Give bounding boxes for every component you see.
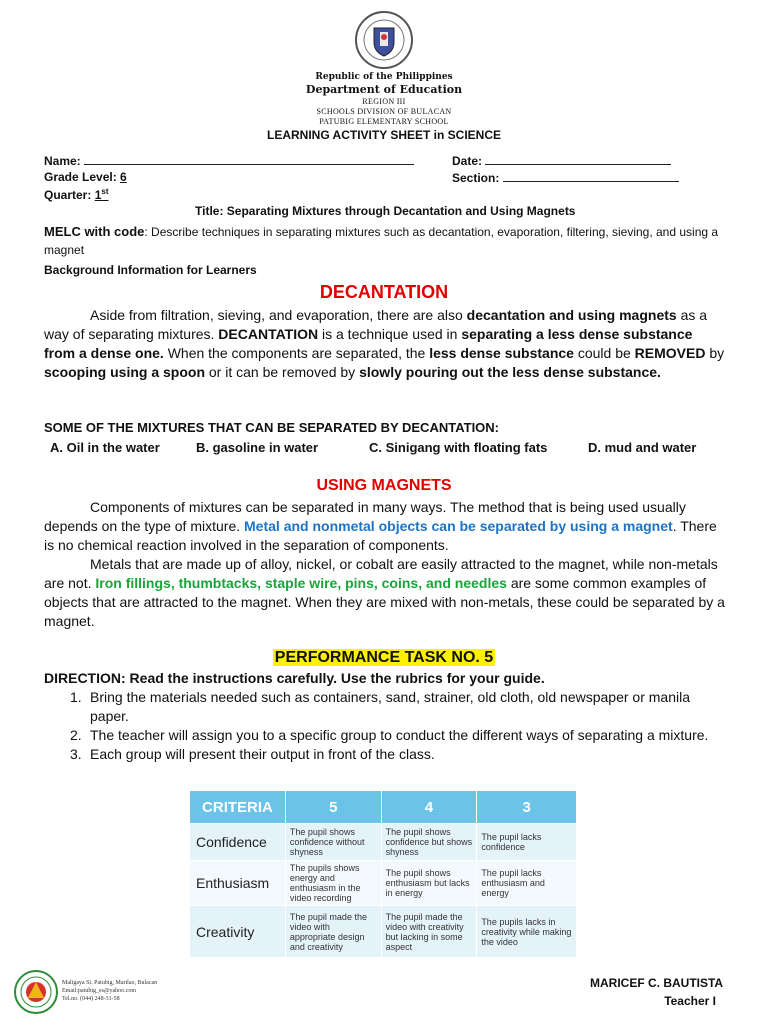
section-line[interactable] xyxy=(503,170,679,182)
teacher-title: Teacher I xyxy=(664,994,716,1008)
school-contact xyxy=(62,979,157,1003)
school-email: Email:patubig_es@yahoo.com xyxy=(62,988,137,994)
region-line: REGION III xyxy=(362,97,406,106)
school-telephone: Tel.no. (044) 248-31-58 xyxy=(62,996,120,1002)
grade-level-field xyxy=(44,170,127,184)
table-row xyxy=(190,861,577,906)
direction-text: DIRECTION: Read the instructions carefully. Use the rubrics for your guide. xyxy=(44,670,545,686)
sheet-title: LEARNING ACTIVITY SHEET in SCIENCE xyxy=(266,128,502,142)
school-address: Maligaya St. Patubig, Marilao, Bulacan xyxy=(62,980,158,986)
table-row xyxy=(190,906,577,958)
quarter-field xyxy=(44,187,109,202)
performance-task-heading: PERFORMANCE TASK NO. 5 xyxy=(274,649,494,666)
criteria-cell: Enthusiasm xyxy=(190,861,286,906)
quarter-value: 1st xyxy=(94,187,109,202)
criteria-cell: Creativity xyxy=(190,906,286,958)
name-label: Name: xyxy=(44,154,81,168)
rubric-cell: The pupil lacks confidence xyxy=(477,824,577,861)
rubric-cell: The pupil shows enthusiasm but lacks in energy xyxy=(381,861,477,906)
mixture-item-d: D. mud and water xyxy=(588,440,697,455)
section-field xyxy=(452,170,679,185)
teacher-name: MARICEF C. BAUTISTA xyxy=(590,976,724,990)
school-logo xyxy=(14,970,58,1014)
name-field xyxy=(44,153,414,168)
task-step: 1. Bring the materials needed such as containers, sand, strainer, old cloth, old newspaper or manila paper. xyxy=(70,689,691,724)
rubric-cell: The pupil made the video with appropriate design and creativity xyxy=(285,906,381,958)
republic-line: Republic of the Philippines xyxy=(315,72,453,82)
decantation-paragraph: Aside from filtration, sieving, and evaporation, there are also decantation and using magnets as a way of separating mixtures. DECANTATION is a technique used in separating a less dense substance from a dense one. When the components are separated, the less dense substance could be REMOVED by scooping using a spoon or it can be removed by slowly pouring out the less dense substance. xyxy=(44,307,725,380)
rubric-header-row xyxy=(190,791,577,824)
task-step: 3. Each group will present their output in front of the class. xyxy=(70,746,435,762)
date-line[interactable] xyxy=(485,153,671,165)
department-line: Department of Education xyxy=(305,83,463,96)
background-heading: Background Information for Learners xyxy=(44,263,257,277)
date-label: Date: xyxy=(452,154,483,168)
mixture-item-c: C. Sinigang with floating fats xyxy=(369,440,548,455)
task-steps xyxy=(70,688,724,764)
criteria-header: CRITERIA xyxy=(190,791,286,824)
division-line: SCHOOLS DIVISION OF BULACAN xyxy=(316,107,452,116)
score-3-header: 3 xyxy=(477,791,577,824)
rubric-cell: The pupil shows confidence without shyness xyxy=(285,824,381,861)
name-line[interactable] xyxy=(84,153,414,165)
rubric-cell: The pupil shows confidence but shows shyness xyxy=(381,824,477,861)
rubric-cell: The pupils lacks in creativity while making the video xyxy=(477,906,577,958)
grade-level-label: Grade Level: xyxy=(44,170,117,184)
mixture-item-b: B. gasoline in water xyxy=(196,440,319,455)
mixture-item-a: A. Oil in the water xyxy=(50,440,160,455)
mixtures-heading: SOME OF THE MIXTURES THAT CAN BE SEPARATED BY DECANTATION: xyxy=(44,420,500,435)
rubric-table xyxy=(189,790,577,958)
rubric-cell: The pupils shows energy and enthusiasm in the video recording xyxy=(285,861,381,906)
lesson-title: Title: Separating Mixtures through Decantation and Using Magnets xyxy=(195,204,576,218)
melc-label: MELC with code xyxy=(44,224,145,239)
school-line: PATUBIG ELEMENTARY SCHOOL xyxy=(319,117,449,126)
quarter-label: Quarter: xyxy=(44,188,92,202)
deped-seal xyxy=(354,10,414,70)
grade-level-value: 6 xyxy=(120,170,127,184)
melc-paragraph xyxy=(44,223,734,259)
rubric-cell: The pupil lacks enthusiasm and energy xyxy=(477,861,577,906)
decantation-heading: DECANTATION xyxy=(319,282,449,302)
magnets-heading: USING MAGNETS xyxy=(316,477,452,494)
section-label: Section: xyxy=(452,171,500,185)
magnets-paragraph-1: Components of mixtures can be separated in many ways. The method that is being used usually depends on the type of mixture. Metal and nonmetal objects can be separated by using a magnet. There is no chemical reaction involved in the separation of components. xyxy=(44,499,717,553)
melc-text: : Describe techniques in separating mixtures such as decantation, evaporation, filtering, sieving, and using a magnet xyxy=(44,225,719,257)
magnets-paragraph-2: Metals that are made up of alloy, nickel, or cobalt are easily attracted to the magnet, while non-metals are not. Iron fillings, thumbtacks, staple wire, pins, coins, and needles are some common examples of objects that are attracted to the magnet. When they are mixed with non-metals, these could be separated by a magnet. xyxy=(44,556,725,629)
score-5-header: 5 xyxy=(285,791,381,824)
date-field xyxy=(452,153,671,168)
task-step: 2. The teacher will assign you to a specific group to conduct the different ways of separating a mixture. xyxy=(70,727,709,743)
table-row xyxy=(190,824,577,861)
score-4-header: 4 xyxy=(381,791,477,824)
criteria-cell: Confidence xyxy=(190,824,286,861)
rubric-cell: The pupil made the video with creativity but lacking in some aspect xyxy=(381,906,477,958)
